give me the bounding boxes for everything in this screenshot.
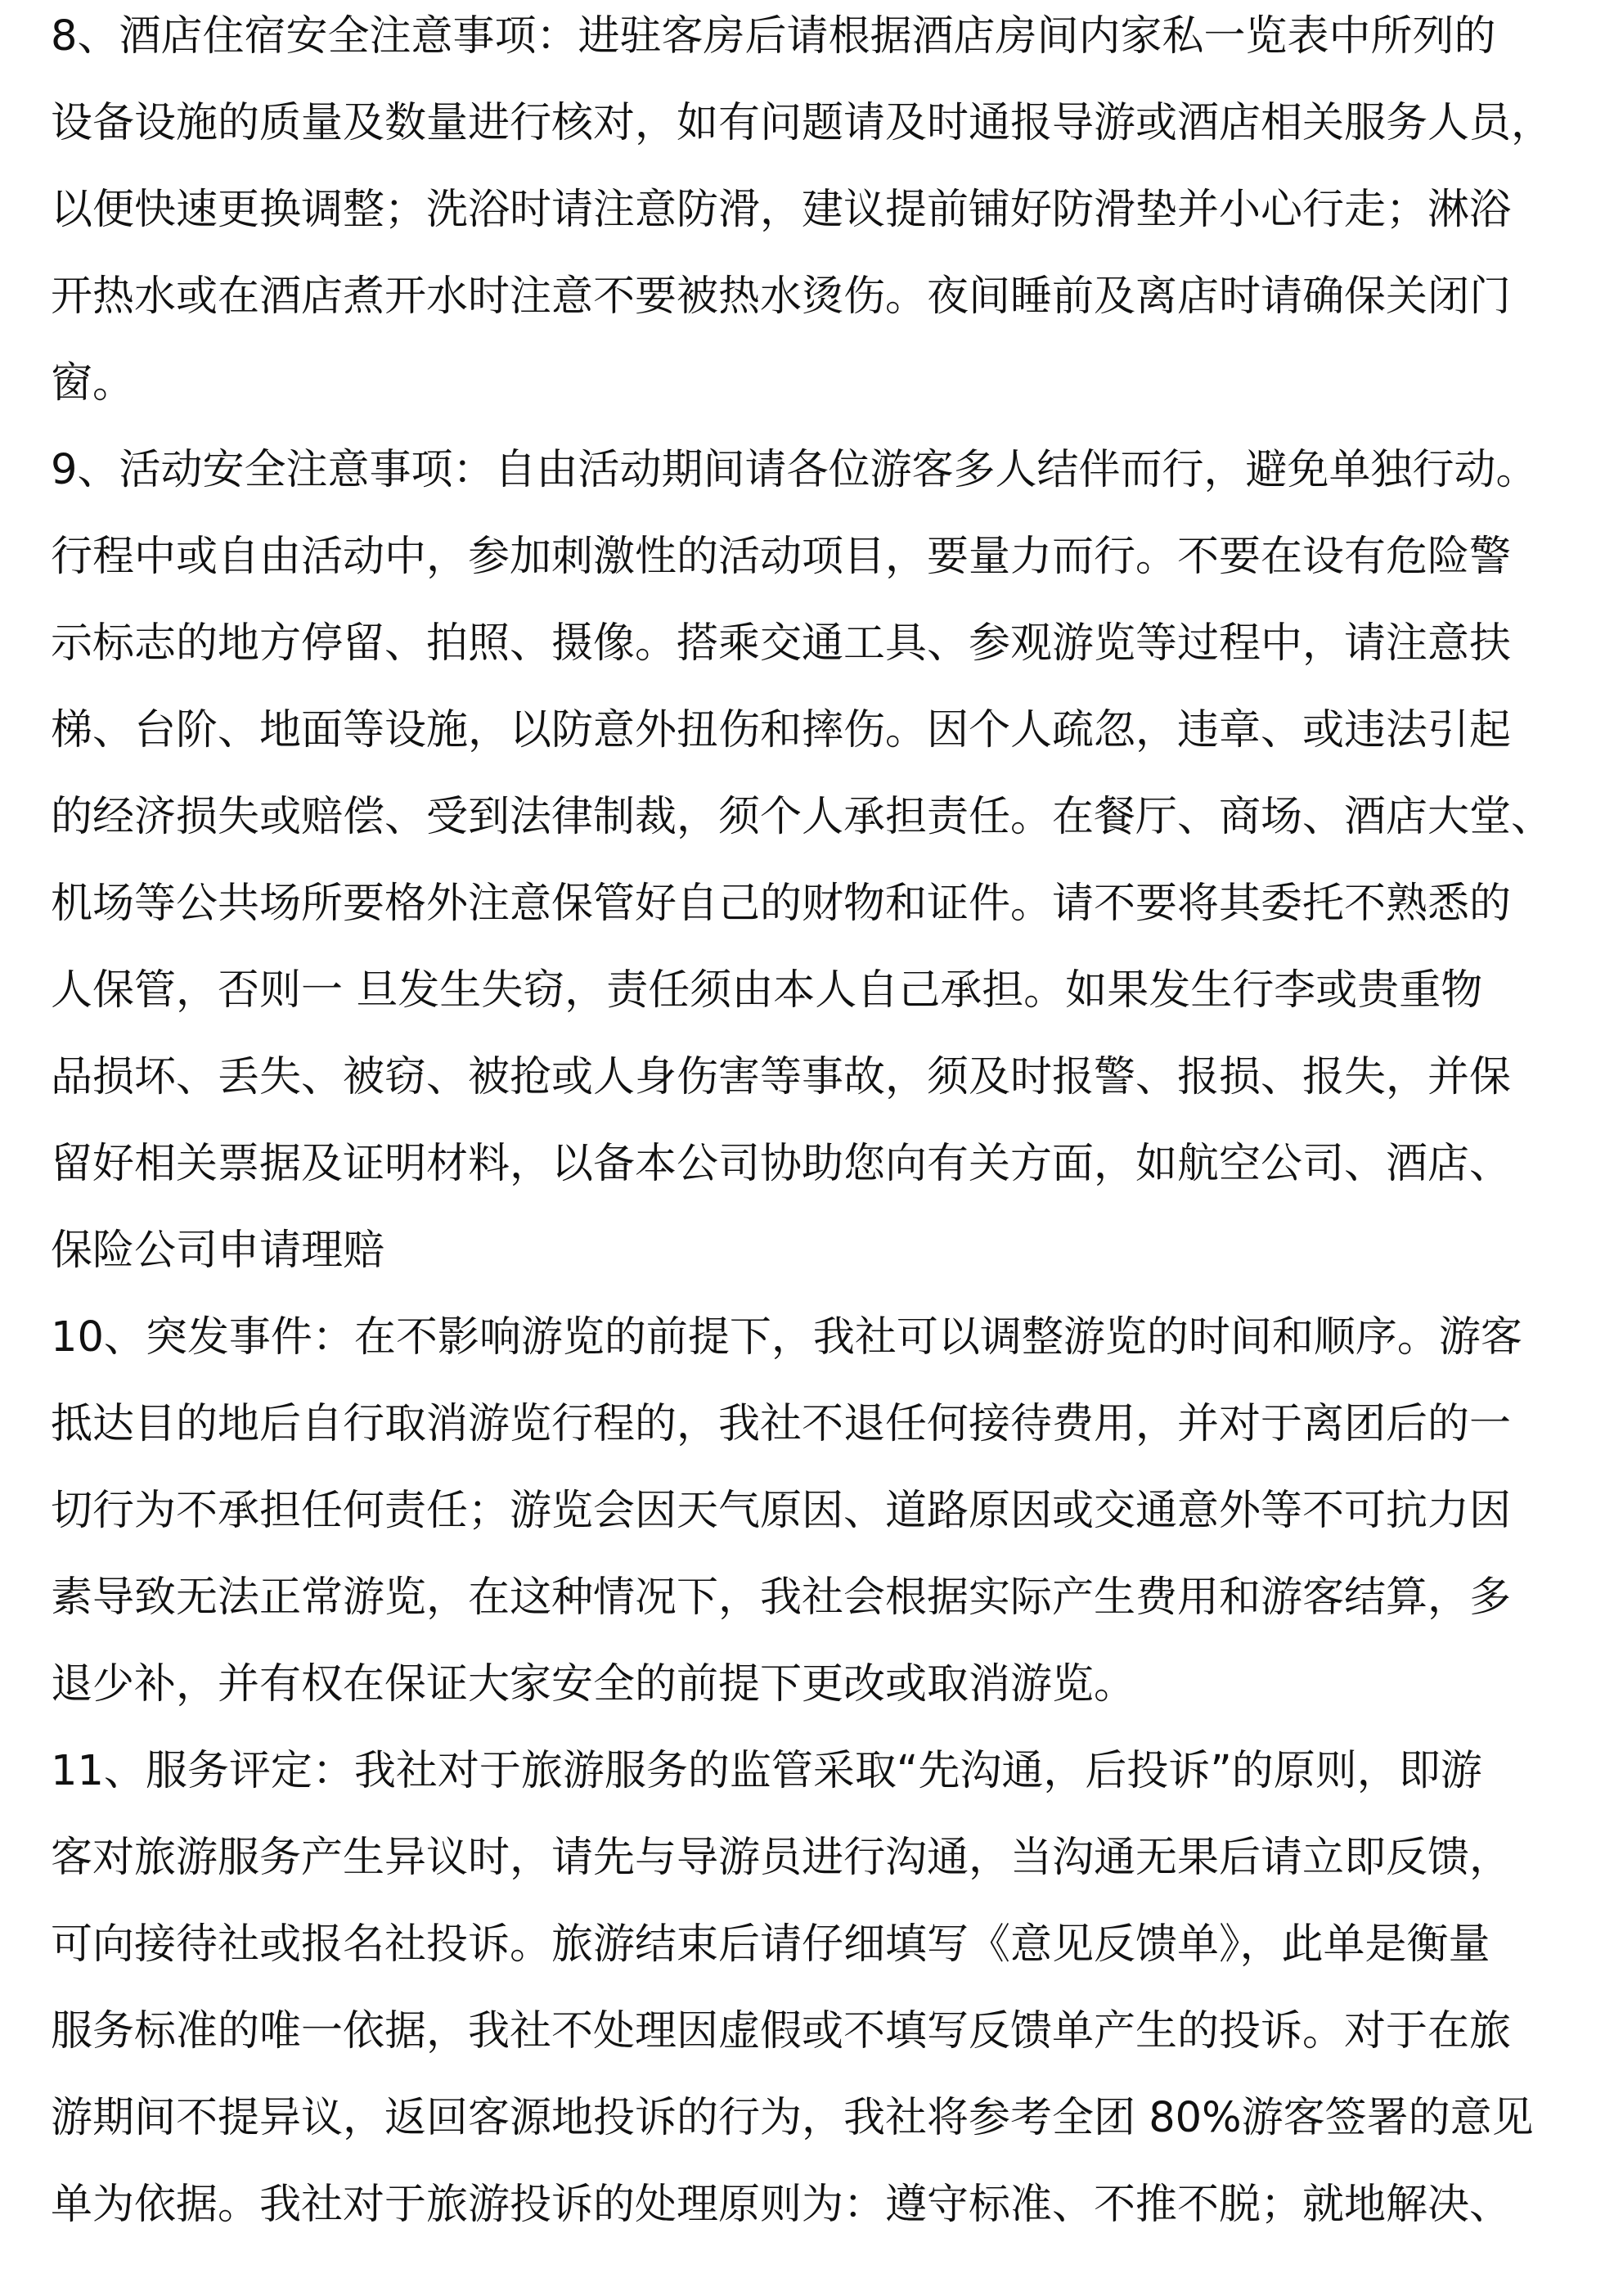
text-line: 10、突发事件：在不影响游览的前提下，我社可以调整游览的时间和顺序。游客	[51, 1313, 1522, 1362]
text-line: 9、活动安全注意事项：自由活动期间请各位游客多人结伴而行，避免单独行动。	[51, 446, 1538, 494]
text-line: 梯、台阶、地面等设施，以防意外扭伤和摔伤。因个人疏忽，违章、或违法引起	[51, 706, 1512, 754]
text-line: 单为依据。我社对于旅游投诉的处理原则为：遵守标准、不推不脱；就地解决、	[51, 2181, 1512, 2229]
text-line: 可向接待社或报名社投诉。旅游结束后请仔细填写《意见反馈单》，此单是衡量	[51, 1920, 1490, 1969]
text-line: 的经济损失或赔偿、受到法律制裁，须个人承担责任。在餐厅、商场、酒店大堂、	[51, 793, 1553, 841]
text-line: 抵达目的地后自行取消游览行程的，我社不退任何接待费用，并对于离团后的一	[51, 1400, 1512, 1448]
text-line: 保险公司申请理赔	[51, 1227, 385, 1275]
text-line: 机场等公共场所要格外注意保管好自己的财物和证件。请不要将其委托不熟悉的	[51, 880, 1512, 928]
text-line: 素导致无法正常游览，在这种情况下，我社会根据实际产生费用和游客结算，多	[51, 1573, 1512, 1622]
text-line: 人保管，否则一 旦发生失窃，责任须由本人自己承担。如果发生行李或贵重物	[51, 966, 1483, 1015]
text-line: 留好相关票据及证明材料，以备本公司协助您向有关方面，如航空公司、酒店、	[51, 1140, 1512, 1188]
text-line: 游期间不提异议，返回客源地投诉的行为，我社将参考全团 80%游客签署的意见	[51, 2094, 1534, 2142]
text-line: 8、酒店住宿安全注意事项：进驻客房后请根据酒店房间内家私一览表中所列的	[51, 12, 1496, 61]
text-line: 11、服务评定：我社对于旅游服务的监管采取“先沟通，后投诉”的原则，即游	[51, 1747, 1482, 1795]
text-line: 开热水或在酒店煮开水时注意不要被热水烫伤。夜间睡前及离店时请确保关闭门	[51, 272, 1512, 321]
text-line: 切行为不承担任何责任；游览会因天气原因、道路原因或交通意外等不可抗力因	[51, 1487, 1512, 1535]
text-line: 行程中或自由活动中，参加刺激性的活动项目，要量力而行。不要在设有危险警	[51, 533, 1512, 581]
text-line: 品损坏、丢失、被窃、被抢或人身伤害等事故，须及时报警、报损、报失，并保	[51, 1053, 1512, 1101]
text-line: 窗。	[51, 359, 135, 407]
text-line: 退少补，并有权在保证大家安全的前提下更改或取消游览。	[51, 1660, 1136, 1708]
text-line: 以便快速更换调整；洗浴时请注意防滑，建议提前铺好防滑垫并小心行走；淋浴	[51, 186, 1512, 234]
text-line: 示标志的地方停留、拍照、摄像。搭乘交通工具、参观游览等过程中，请注意扶	[51, 619, 1512, 668]
text-line: 服务标准的唯一依据，我社不处理因虚假或不填写反馈单产生的投诉。对于在旅	[51, 2007, 1512, 2055]
text-line: 设备设施的质量及数量进行核对，如有问题请及时通报导游或酒店相关服务人员，	[51, 99, 1553, 147]
text-line: 客对旅游服务产生异议时，请先与导游员进行沟通，当沟通无果后请立即反馈，	[51, 1834, 1512, 1882]
